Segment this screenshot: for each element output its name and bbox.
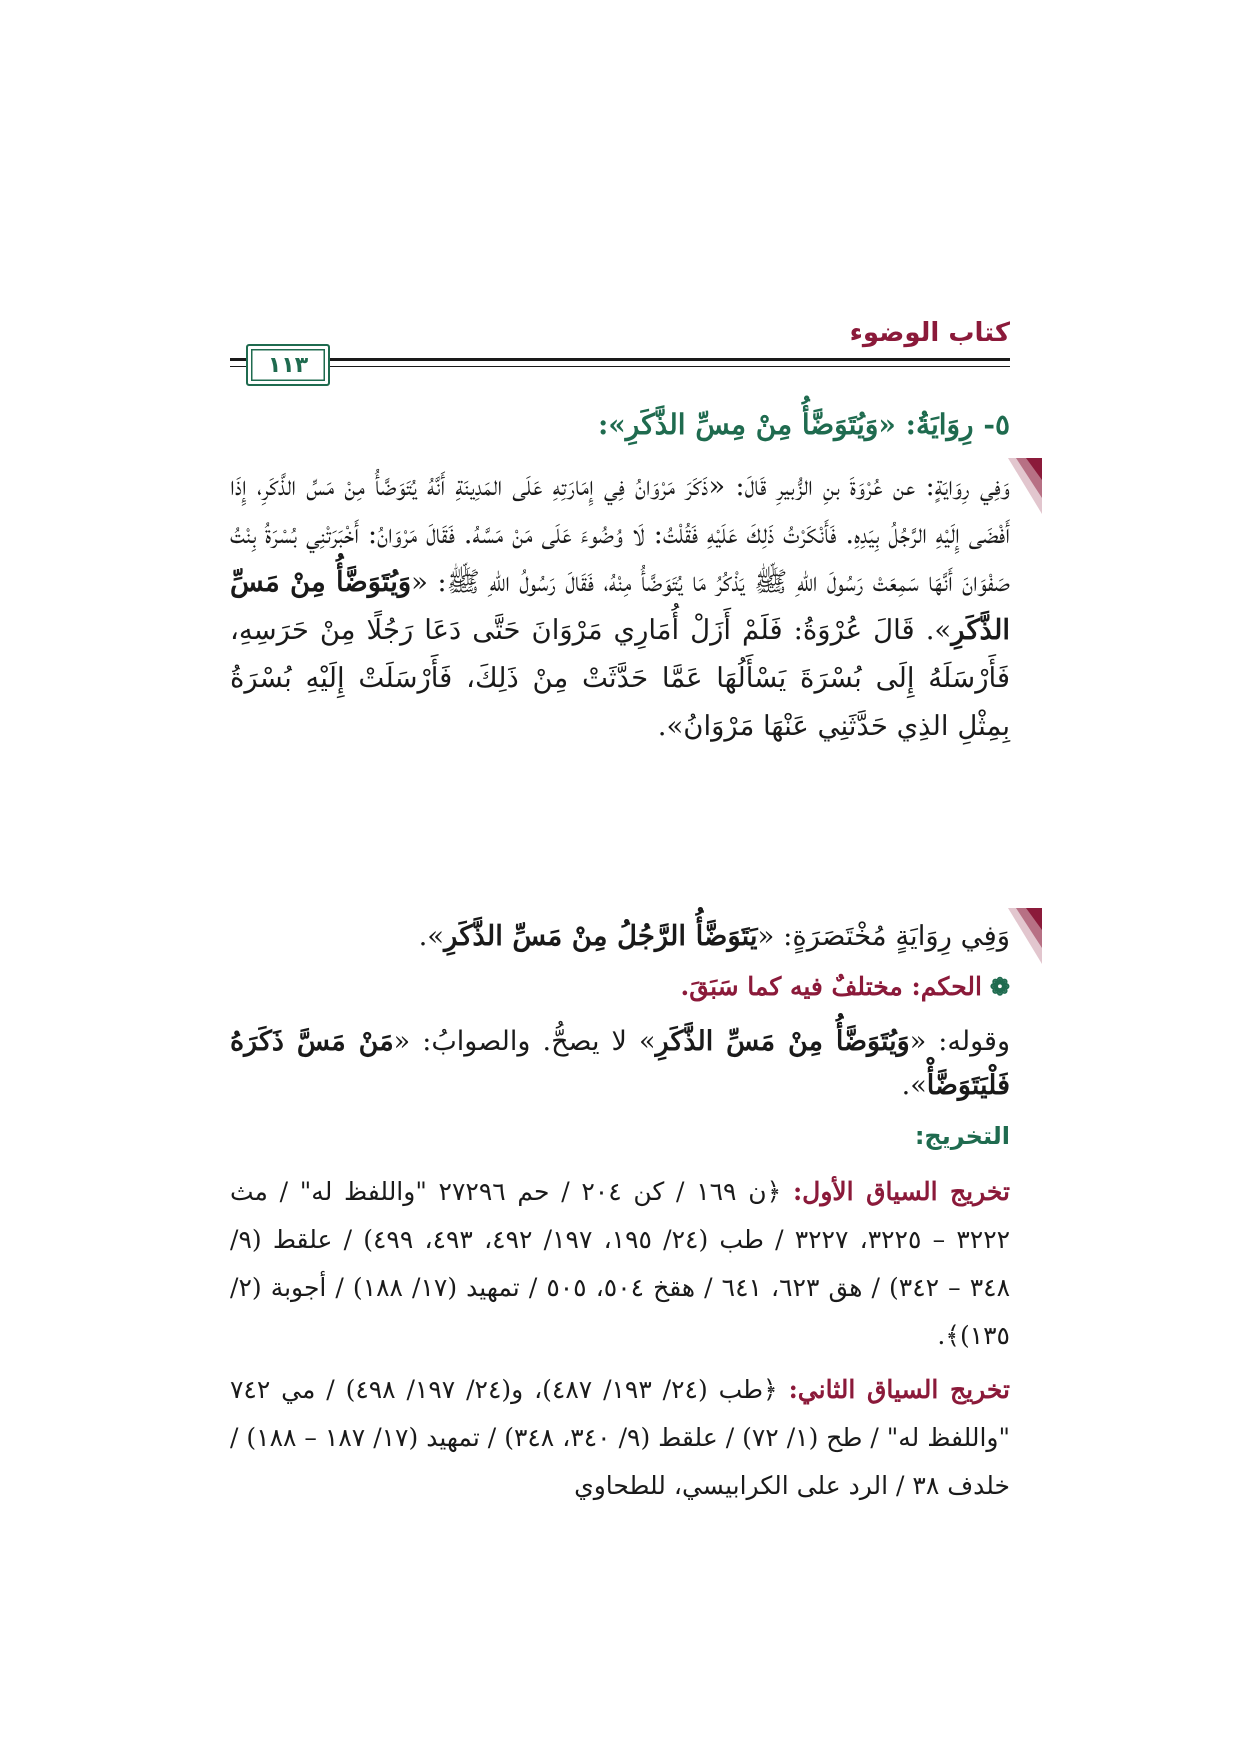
corner-ornament-icon (1008, 908, 1042, 964)
takhrij-second-text: ﴿طب (٢٤/ ١٩٣/ ٤٨٧)، و(٢٤/ ١٩٧/ ٤٩٨) / مي ٧٤٢ "واللفظ له" / طح (١/ ٧٢) / علقط (٩/ ٣٤٠، ٣٤٨) / تمهيد (١٧/ ١٨٧ – ١٨٨) / خلدف ٣٨ / الرد على الكرابيسي، للطحاوي (230, 1375, 1011, 1500)
ruling-text: مختلفٌ فيه كما سَبَقَ. (680, 972, 903, 1001)
takhrij-second (230, 1366, 1010, 1510)
takhrij-first (230, 1168, 1010, 1360)
takhrij-second-label: تخريج السياق الثاني: (788, 1375, 1010, 1404)
running-header (230, 318, 1010, 398)
narration-text-2 (230, 912, 1010, 960)
note-part-c: ». (901, 1070, 927, 1101)
section-title: ٥- رِوَايَةُ: «وَيُتَوَضَّأُ مِنْ مِسِّ الذَّكَرِ»: (597, 408, 1010, 441)
narration-1-part-a: وَفِي رِوَايَةٍ: عن عُرْوَةَ بنِ الزُّبيرِ قَالَ: «ذَكَرَ مَرْوَانُ فِي إِمَارَتِهِ عَلَى المَدِينَةِ أَنَّهُ يُتَوَضَّأُ مِنْ مَسِّ الذَّكَرِ، إِذَا أَفْضَى إِلَيْهِ الرَّجُلُ بِيَدِهِ. فَأَنْكَرْتُ ذَلِكَ عَلَيْهِ فَقُلْتُ: لَا وُضُوءَ عَلَى مَنْ مَسَّهُ. فَقَالَ مَرْوَانُ: أَخْبَرَتْنِي بُسْرَةُ بِنْتُ صَفْوَانَ أَنَّهَا سَمِعَتْ رَسُولَ اللهِ ﷺ يَذْكُرُ مَا يُتَوَضَّأُ مِنْهُ، فَقَالَ رَسُولُ اللهِ ﷺ: « (230, 470, 1010, 598)
note-part-b: » لا يصحُّ. والصوابُ: « (393, 1026, 656, 1057)
page-number: ١١٣ (246, 344, 330, 386)
narration-text-1 (230, 462, 1010, 750)
correction-note (230, 1020, 1010, 1108)
corner-ornament-icon (1008, 458, 1042, 514)
takhrij-heading: التخريج: (914, 1122, 1010, 1150)
header-rule-thick (230, 358, 1010, 361)
narration-2-highlight: يَتَوَضَّأُ الرَّجُلُ مِنْ مَسِّ الذَّكَرِ (444, 920, 758, 952)
header-rule-thin (230, 366, 1010, 367)
note-highlight-2: مَنْ مَسَّ ذَكَرَهُ فَلْيَتَوَضَّأْ (230, 1026, 1010, 1101)
flower-ornament-icon: ❁ (989, 972, 1010, 1001)
ruling-label: الحكم: (911, 972, 982, 1001)
narration-2-part-a: وَفِي رِوَايَةٍ مُخْتَصَرَةٍ: « (757, 920, 1010, 952)
narration-2-part-b: ». (418, 920, 445, 952)
takhrij-first-label: تخريج السياق الأول: (792, 1177, 1010, 1206)
narration-block-1 (230, 462, 1010, 750)
note-highlight-1: وَيُتَوَضَّأُ مِنْ مَسِّ الذَّكَرِ (655, 1026, 910, 1057)
takhrij-first-text: ﴿ن ١٦٩ / كن ٢٠٤ / حم ٢٧٢٩٦ "واللفظ له" / مث ٣٢٢٢ – ٣٢٢٥، ٣٢٢٧ / طب (٢٤/ ١٩٥، ١٩٧/ ٤٩٢، ٤٩٣، ٤٩٩) / علقط (٩/ ٣٤٨ – ٣٤٢) / هق ٦٢٣، ٦٤١ / هقخ ٥٠٤، ٥٠٥ / تمهيد (١٧/ ١٨٨) / أجوبة (٢/ ١٣٥)﴾. (230, 1177, 1011, 1350)
ruling (230, 972, 1010, 1001)
narration-1-part-b: ». قَالَ عُرْوَةُ: فَلَمْ أَزَلْ أُمَارِي مَرْوَانَ حَتَّى دَعَا رَجُلًا مِنْ حَرَسِهِ، فَأَرْسَلَهُ إِلَى بُسْرَةَ يَسْأَلُهَا عَمَّا حَدَّثَتْ مِنْ ذَلِكَ، فَأَرْسَلَتْ إِلَيْهِ بُسْرَةُ بِمِثْلِ الذِي حَدَّثَنِي عَنْهَا مَرْوَانُ». (230, 614, 1010, 742)
narration-1-highlight: وَيُتَوَضَّأُ مِنْ مَسِّ الذَّكَرِ (230, 566, 1010, 646)
narration-block-2 (230, 912, 1010, 960)
book-title: كتاب الوضوء (849, 318, 1010, 348)
note-part-a: وقوله: « (909, 1026, 1010, 1057)
